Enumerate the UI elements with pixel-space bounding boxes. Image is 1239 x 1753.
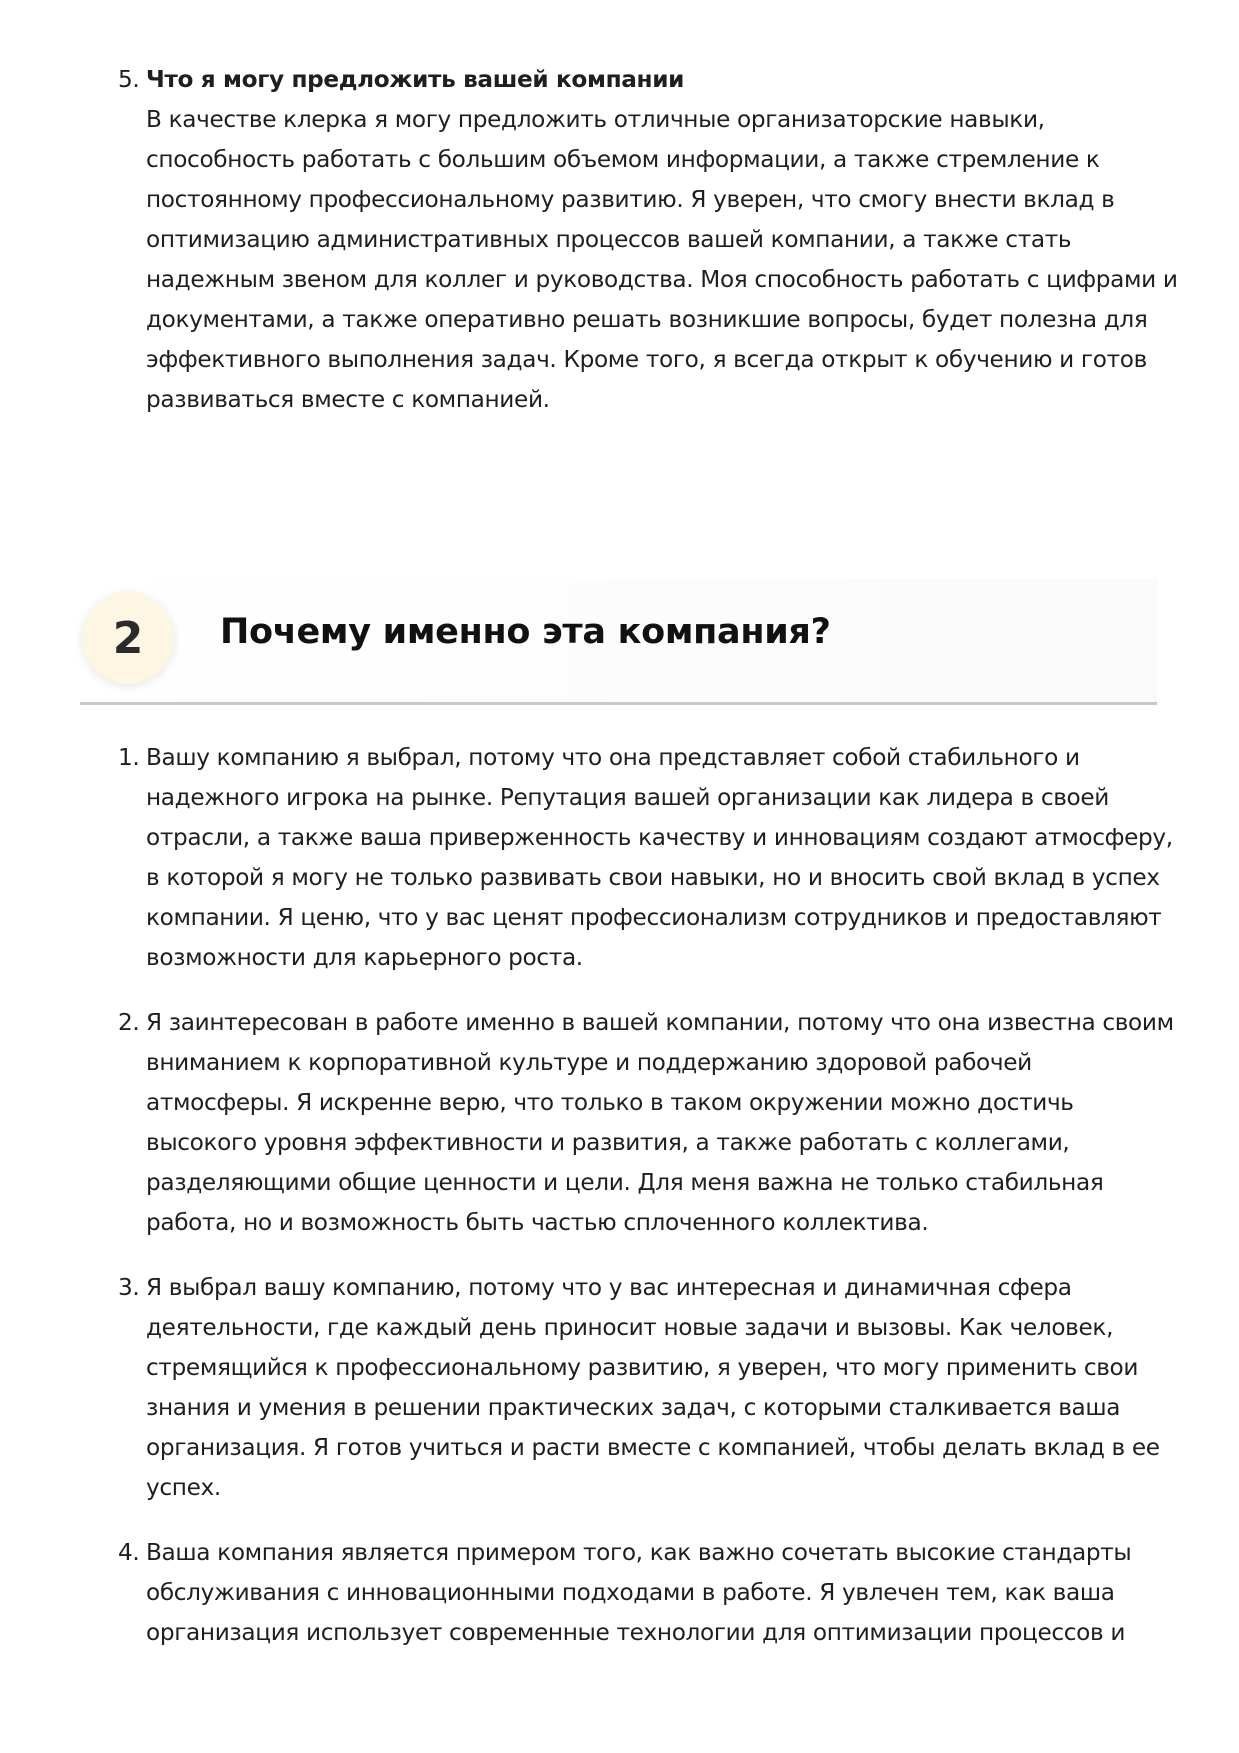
- list-item-3: [118, 1268, 1178, 1508]
- list-item-4: [118, 1533, 1178, 1653]
- section-number: 2: [112, 612, 144, 664]
- list-item-number: 3.: [118, 1274, 140, 1301]
- list-item-2: [118, 1003, 1178, 1243]
- list-item-number: 4.: [118, 1539, 140, 1566]
- section-header: [80, 578, 1157, 705]
- list-item-number: 2.: [118, 1009, 140, 1036]
- list-item-text: В качестве клерка я могу предложить отличные организаторские навыки, способность работать с большим объемом информации, а также стремление к постоянному профессиональному развитию. Я уверен, что смогу внести вклад в оптимизацию административных процессов вашей компании, а также стать надежным звеном для коллег и руководства. Моя способность работать с цифрами и документами, а также оперативно решать возникшие вопросы, будет полезна для эффективного выполнения задач. Кроме того, я всегда открыт к обучению и готов развиваться вместе с компанией.: [146, 106, 1178, 413]
- list-item-number: 1.: [118, 744, 140, 771]
- list-item-text: Ваша компания является примером того, как важно сочетать высокие стандарты обслуживания с инновационными подходами в работе. Я увлечен тем, как ваша организация использует современные технологии для оптимизации процессов и: [146, 1539, 1132, 1646]
- list-item-text: Вашу компанию я выбрал, потому что она представляет собой стабильного и надежного игрока на рынке. Репутация вашей организации как лидера в своей отрасли, а также ваша приверженность качеству и инновациям создают атмосферу, в которой я могу не только развивать свои навыки, но и вносить свой вклад в успех компании. Я ценю, что у вас ценят профессионализм сотрудников и предоставляют возможности для карьерного роста.: [146, 744, 1173, 971]
- list-item-heading: Что я могу предложить вашей компании: [146, 66, 685, 93]
- section-title: Почему именно эта компания?: [220, 612, 831, 652]
- list-item-1: [118, 738, 1178, 978]
- section-number-badge: [82, 592, 174, 684]
- list-item-prev-5: [118, 60, 1178, 420]
- list-item-text: Я выбрал вашу компанию, потому что у вас интересная и динамичная сфера деятельности, где каждый день приносит новые задачи и вызовы. Как человек, стремящийся к профессиональному развитию, я уверен, что могу применить свои знания и умения в решении практических задач, с которыми сталкивается ваша организация. Я готов учиться и расти вместе с компанией, чтобы делать вклад в ее успех.: [146, 1274, 1160, 1501]
- list-item-text: Я заинтересован в работе именно в вашей компании, потому что она известна своим вниманием к корпоративной культуре и поддержанию здоровой рабочей атмосферы. Я искренне верю, что только в таком окружении можно достичь высокого уровня эффективности и развития, а также работать с коллегами, разделяющими общие ценности и цели. Для меня важна не только стабильная работа, но и возможность быть частью сплоченного коллектива.: [146, 1009, 1174, 1236]
- list-item-number: 5.: [118, 66, 140, 93]
